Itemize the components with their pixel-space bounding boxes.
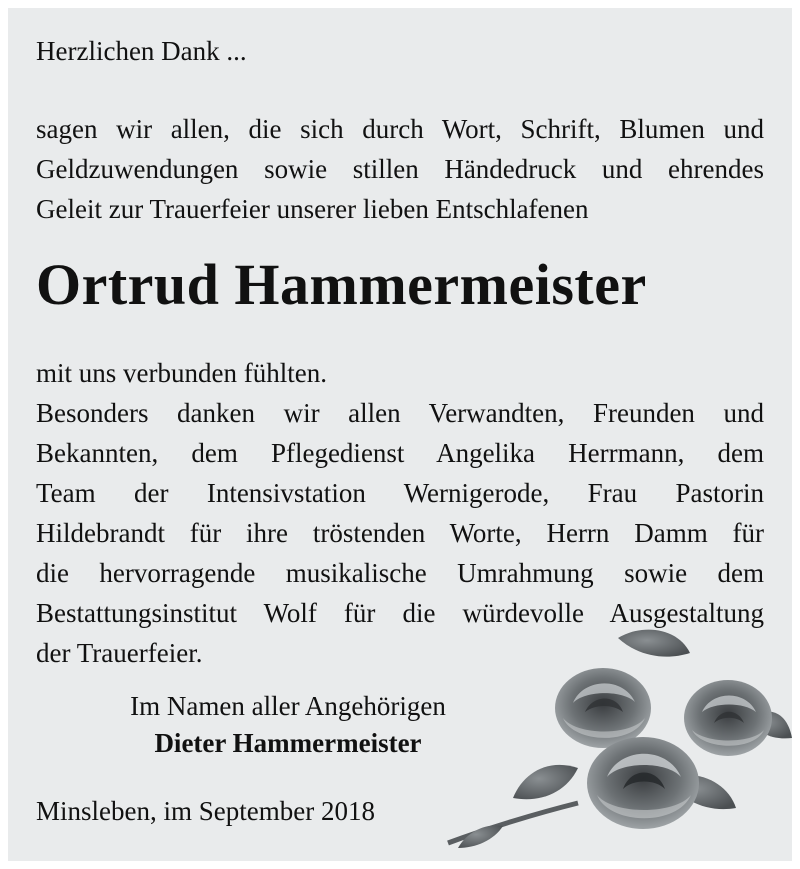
body-line: Besonders danken wir allen Verwandten, Freunden und <box>36 398 764 428</box>
notice-heading: Herzlichen Dank ... <box>36 36 247 66</box>
signoff-block <box>98 688 478 762</box>
deceased-name: Ortrud Hammermeister <box>36 252 647 317</box>
place-date: Minsleben, im September 2018 <box>36 796 375 826</box>
body-line: mit uns verbunden fühlten. <box>36 358 327 388</box>
body-line: der Trauerfeier. <box>36 638 203 668</box>
obituary-card <box>8 8 792 861</box>
body-line: Bestattungsinstitut Wolf für die würdevolle Ausgestaltung <box>36 598 764 628</box>
intro-line: sagen wir allen, die sich durch Wort, Schrift, Blumen und <box>36 114 764 144</box>
body-line: Hildebrandt für ihre tröstenden Worte, Herrn Damm für <box>36 518 764 548</box>
signer-name: Dieter Hammermeister <box>154 728 422 758</box>
body-line: Bekannten, dem Pflegedienst Angelika Herrmann, dem <box>36 438 764 468</box>
intro-line: Geleit zur Trauerfeier unserer lieben Entschlafenen <box>36 194 589 224</box>
roses-icon <box>428 598 792 861</box>
body-line: die hervorragende musikalische Umrahmung sowie dem <box>36 558 764 588</box>
body-line: Team der Intensivstation Wernigerode, Frau Pastorin <box>36 478 764 508</box>
intro-paragraph <box>36 109 764 229</box>
signoff-line: Im Namen aller Angehörigen <box>130 691 446 721</box>
intro-line: Geldzuwendungen sowie stillen Händedruck und ehrendes <box>36 154 764 184</box>
